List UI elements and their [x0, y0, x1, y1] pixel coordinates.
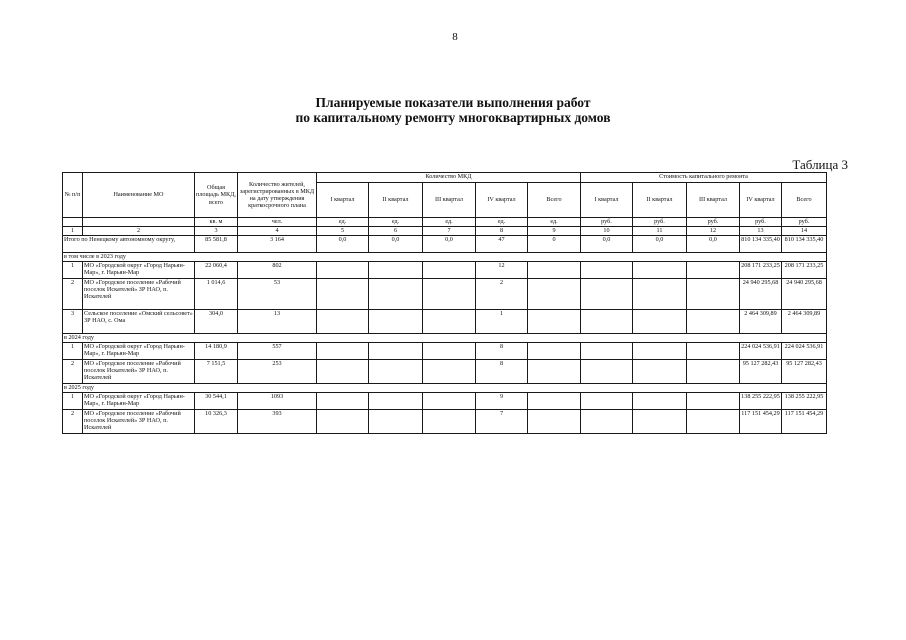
total-cell: 0,0 [369, 236, 423, 253]
table-row [63, 262, 827, 279]
table-cell [528, 262, 581, 279]
table-cell: 10 326,3 [195, 410, 238, 434]
document-title [0, 95, 906, 125]
section-label: в 2025 году [63, 384, 827, 393]
table-cell [317, 279, 369, 310]
table-cell: 13 [238, 310, 317, 334]
total-cell: 0,0 [423, 236, 476, 253]
unit-cell: ед. [369, 218, 423, 227]
table-cell: 12 [476, 262, 528, 279]
unit-cell: ед. [423, 218, 476, 227]
table-cell [581, 262, 633, 279]
table-cell: 2 464 309,89 [782, 310, 827, 334]
table-cell [633, 310, 687, 334]
table-cell: 117 151 454,29 [782, 410, 827, 434]
table-cell [317, 393, 369, 410]
table-cell: 95 127 282,43 [740, 360, 782, 384]
row-number: 1 [63, 393, 83, 410]
column-number-cell: 10 [581, 227, 633, 236]
table-cell: 393 [238, 410, 317, 434]
table-cell: 1 [476, 310, 528, 334]
table-cell: 95 127 282,43 [782, 360, 827, 384]
municipality-name: МО «Городской округ «Город Нарьян-Мар», г. Нарьян-Мар [83, 343, 195, 360]
header-mkd-group: Количество МКД [317, 173, 581, 183]
total-cell: 85 581,8 [195, 236, 238, 253]
table-cell [633, 262, 687, 279]
unit-cell [83, 218, 195, 227]
table-cell [369, 310, 423, 334]
unit-cell: руб. [581, 218, 633, 227]
row-number: 2 [63, 360, 83, 384]
table-cell: 2 464 309,89 [740, 310, 782, 334]
table-cell: 9 [476, 393, 528, 410]
unit-cell: руб. [687, 218, 740, 227]
header-area: Общая площадь МКД, всего [195, 173, 238, 218]
section-row [63, 384, 827, 393]
table-cell [317, 343, 369, 360]
header-mkd-q3: III квартал [423, 183, 476, 218]
unit-cell: руб. [633, 218, 687, 227]
column-number-cell: 7 [423, 227, 476, 236]
capital-repair-table [62, 172, 827, 434]
table-body [63, 236, 827, 434]
table-cell [581, 343, 633, 360]
table-cell [528, 279, 581, 310]
header-cost-q4: IV квартал [740, 183, 782, 218]
total-cell: 810 134 335,40 [740, 236, 782, 253]
table-cell [687, 393, 740, 410]
table-cell [581, 279, 633, 310]
table-cell [423, 262, 476, 279]
municipality-name: МО «Городское поселение «Рабочий поселок Искателей» ЗР НАО, п. Искателей [83, 279, 195, 310]
table-cell: 253 [238, 360, 317, 384]
section-row [63, 253, 827, 262]
column-number-cell: 8 [476, 227, 528, 236]
column-number-cell: 5 [317, 227, 369, 236]
table-row [63, 343, 827, 360]
table-cell [317, 262, 369, 279]
column-numbers-row [63, 227, 827, 236]
total-cell: 0,0 [633, 236, 687, 253]
table-cell: 14 180,9 [195, 343, 238, 360]
total-cell: 0 [528, 236, 581, 253]
table-cell [581, 360, 633, 384]
section-label: в том числе в 2023 году [63, 253, 827, 262]
table-cell: 802 [238, 262, 317, 279]
header-name: Наименование МО [83, 173, 195, 218]
unit-cell: ед. [476, 218, 528, 227]
title-line-2: по капитальному ремонту многоквартирных домов [295, 110, 611, 125]
table-cell [369, 393, 423, 410]
unit-cell: руб. [782, 218, 827, 227]
table-cell [423, 279, 476, 310]
municipality-name: МО «Городское поселение «Рабочий поселок Искателей» ЗР НАО, п. Искателей [83, 360, 195, 384]
header-mkd-total: Всего [528, 183, 581, 218]
table-cell: 557 [238, 343, 317, 360]
column-number-cell: 9 [528, 227, 581, 236]
table-cell: 7 151,5 [195, 360, 238, 384]
title-line-1: Планируемые показатели выполнения работ [315, 95, 591, 110]
table-cell: 8 [476, 343, 528, 360]
table-cell: 30 544,1 [195, 393, 238, 410]
table-cell [369, 262, 423, 279]
table-cell [633, 279, 687, 310]
table-cell: 22 060,4 [195, 262, 238, 279]
column-number-cell: 1 [63, 227, 83, 236]
header-residents: Количество жителей, зарегистрированных в МКД на дату утверждения краткосрочного плана [238, 173, 317, 218]
table-cell: 7 [476, 410, 528, 434]
table-cell: 24 940 295,68 [782, 279, 827, 310]
table-cell: 224 024 536,91 [782, 343, 827, 360]
table-cell: 208 171 233,25 [740, 262, 782, 279]
row-number: 2 [63, 410, 83, 434]
unit-cell: ед. [317, 218, 369, 227]
table-cell [581, 410, 633, 434]
table-cell [317, 360, 369, 384]
table-cell [317, 410, 369, 434]
row-number: 1 [63, 343, 83, 360]
column-number-cell: 6 [369, 227, 423, 236]
table-row [63, 410, 827, 434]
table-cell [369, 279, 423, 310]
table-cell: 138 255 222,95 [740, 393, 782, 410]
column-number-cell: 14 [782, 227, 827, 236]
total-cell: 3 164 [238, 236, 317, 253]
table-cell [687, 410, 740, 434]
table-cell: 2 [476, 279, 528, 310]
total-cell: 0,0 [317, 236, 369, 253]
table-row [63, 360, 827, 384]
table-cell [528, 393, 581, 410]
header-num: № п/п [63, 173, 83, 218]
table-cell [528, 343, 581, 360]
table-cell [423, 343, 476, 360]
column-number-cell: 3 [195, 227, 238, 236]
table-row [63, 393, 827, 410]
municipality-name: МО «Городской округ «Город Нарьян-Мар», г. Нарьян-Мар [83, 262, 195, 279]
table-cell: 117 151 454,29 [740, 410, 782, 434]
unit-cell [63, 218, 83, 227]
table-cell [528, 360, 581, 384]
header-cost-q3: III квартал [687, 183, 740, 218]
table-cell: 1 014,6 [195, 279, 238, 310]
column-number-cell: 13 [740, 227, 782, 236]
table-cell [369, 410, 423, 434]
municipality-name: МО «Городское поселение «Рабочий поселок Искателей» ЗР НАО, п. Искателей [83, 410, 195, 434]
column-number-cell: 12 [687, 227, 740, 236]
table-cell [528, 310, 581, 334]
column-number-cell: 11 [633, 227, 687, 236]
table-cell: 24 940 295,68 [740, 279, 782, 310]
table-cell [687, 262, 740, 279]
table-cell [423, 310, 476, 334]
table-cell [369, 343, 423, 360]
row-number: 1 [63, 262, 83, 279]
header-mkd-q1: I квартал [317, 183, 369, 218]
table-cell: 224 024 536,91 [740, 343, 782, 360]
table-cell [423, 360, 476, 384]
table-label: Таблица 3 [792, 157, 848, 172]
table-cell: 208 171 233,25 [782, 262, 827, 279]
table-cell [687, 310, 740, 334]
total-cell: 0,0 [687, 236, 740, 253]
table-cell: 304,0 [195, 310, 238, 334]
total-cell: 47 [476, 236, 528, 253]
header-cost-q2: II квартал [633, 183, 687, 218]
table-cell: 138 255 222,95 [782, 393, 827, 410]
table-cell [687, 360, 740, 384]
table-cell [633, 393, 687, 410]
header-cost-total: Всего [782, 183, 827, 218]
table-cell [633, 360, 687, 384]
total-row [63, 236, 827, 253]
total-label: Итого по Ненецкому автономному округу, [63, 236, 195, 253]
header-cost-group: Стоимость капитального ремонта [581, 173, 827, 183]
total-cell: 810 134 335,40 [782, 236, 827, 253]
municipality-name: МО «Городской округ «Город Нарьян-Мар», г. Нарьян-Мар [83, 393, 195, 410]
header-mkd-q2: II квартал [369, 183, 423, 218]
header-cost-q1: I квартал [581, 183, 633, 218]
table-cell [581, 310, 633, 334]
header-mkd-q4: IV квартал [476, 183, 528, 218]
table-row [63, 279, 827, 310]
table-cell [687, 343, 740, 360]
row-number: 3 [63, 310, 83, 334]
section-label: в 2024 году [63, 334, 827, 343]
unit-cell: чел. [238, 218, 317, 227]
section-row [63, 334, 827, 343]
table-cell [633, 343, 687, 360]
page-number: 8 [452, 31, 458, 43]
table-cell [423, 410, 476, 434]
table-cell [528, 410, 581, 434]
unit-cell: ед. [528, 218, 581, 227]
column-number-cell: 4 [238, 227, 317, 236]
table-row [63, 310, 827, 334]
row-number: 2 [63, 279, 83, 310]
table-cell: 53 [238, 279, 317, 310]
unit-cell: руб. [740, 218, 782, 227]
table-cell [687, 279, 740, 310]
table-cell [369, 360, 423, 384]
table-cell [423, 393, 476, 410]
table-cell: 8 [476, 360, 528, 384]
total-cell: 0,0 [581, 236, 633, 253]
units-row [63, 218, 827, 227]
municipality-name: Сельское поселение «Омский сельсовет» ЗР НАО, с. Ома [83, 310, 195, 334]
table-cell [317, 310, 369, 334]
column-number-cell: 2 [83, 227, 195, 236]
unit-cell: кв. м [195, 218, 238, 227]
table-cell [581, 393, 633, 410]
table-cell [633, 410, 687, 434]
table-cell: 1093 [238, 393, 317, 410]
